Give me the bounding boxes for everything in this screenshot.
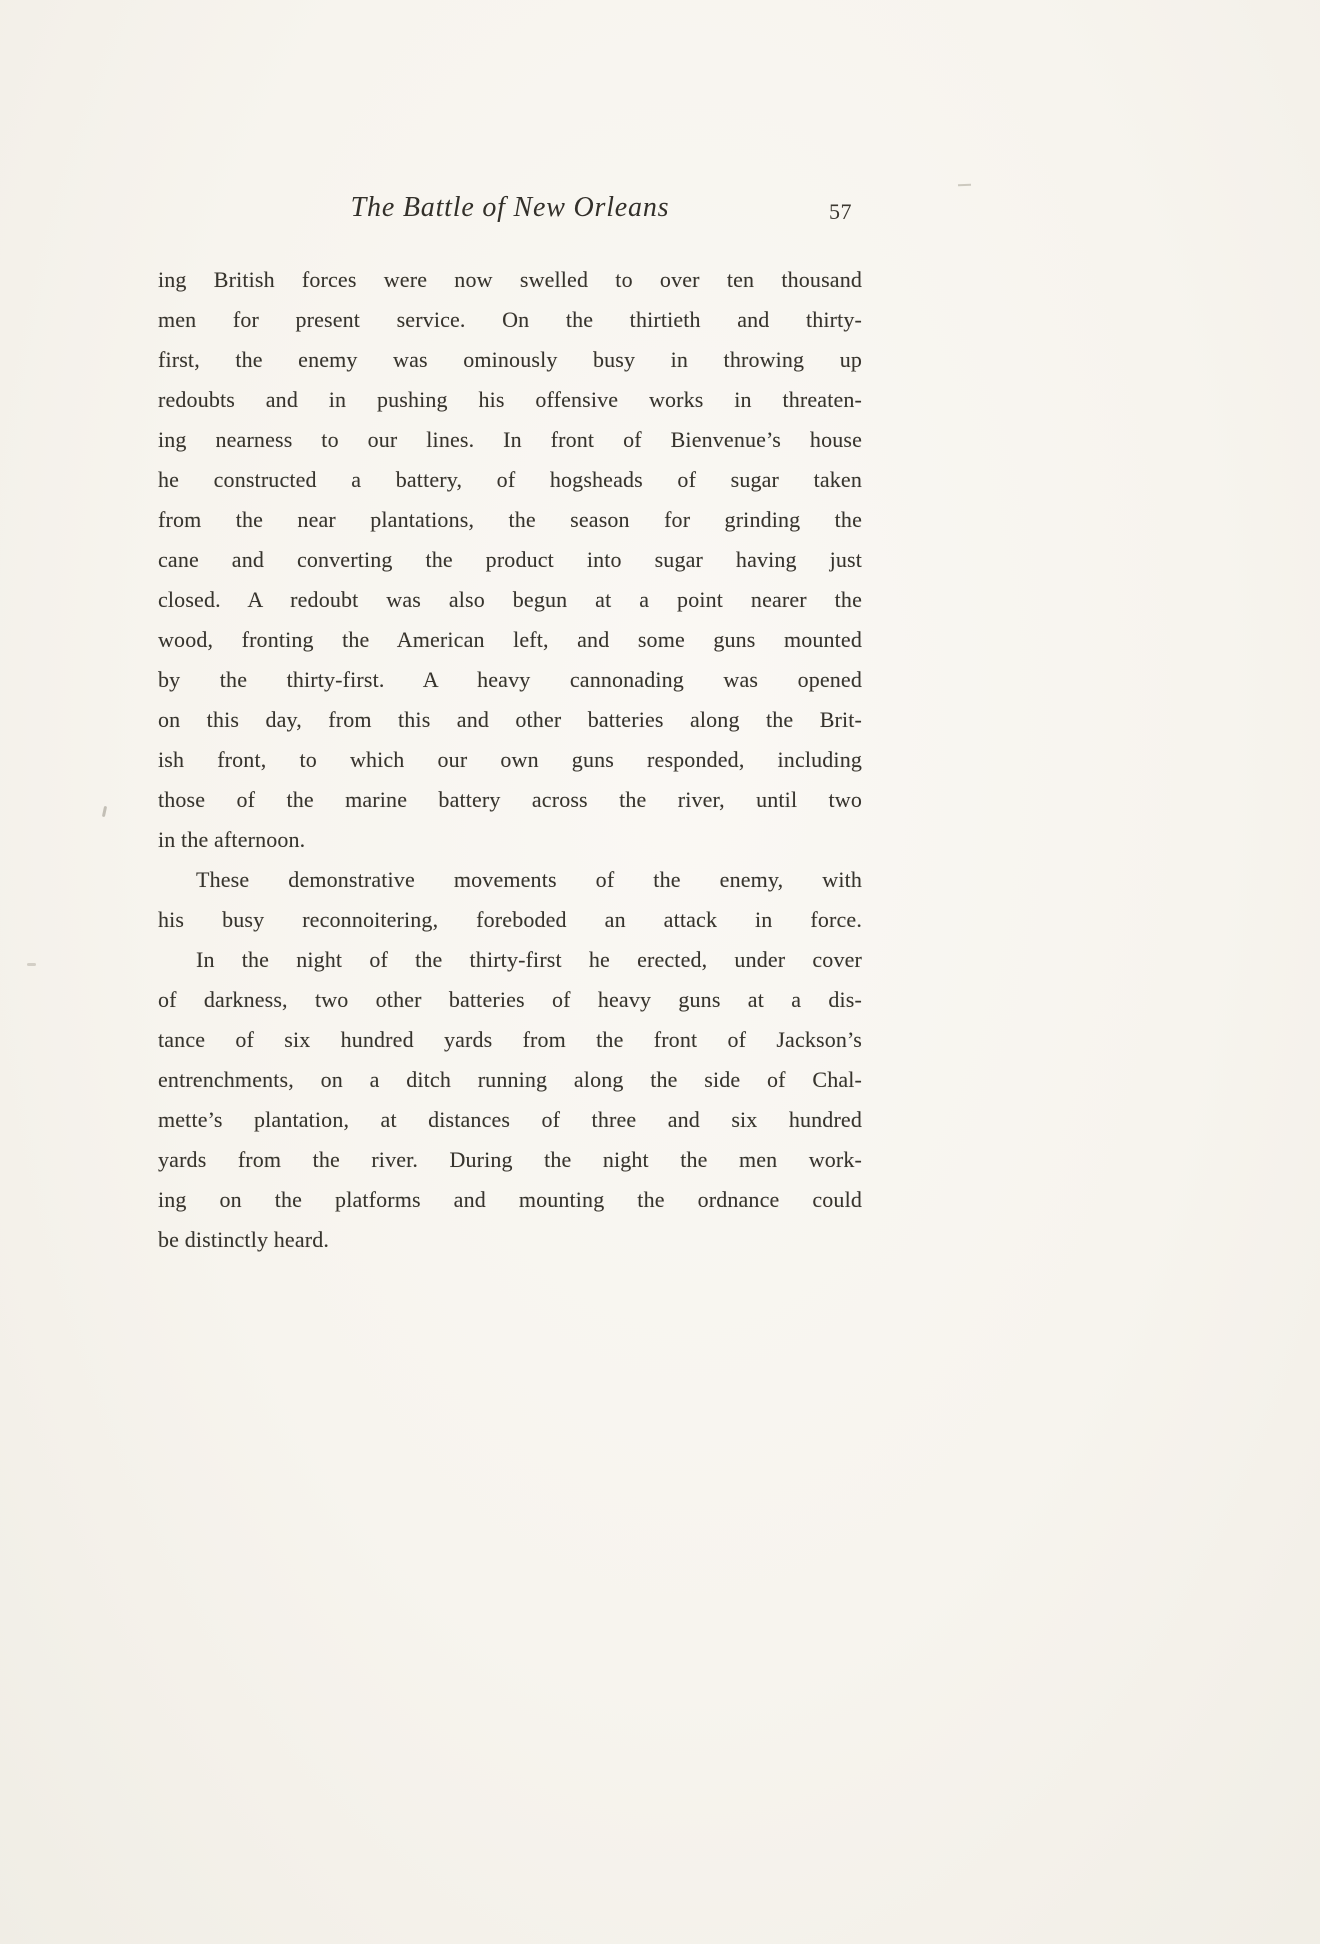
text-line: These demonstrative movements of the enemy, with [196,867,862,892]
text-line: men for present service. On the thirtieth and thirty- [158,307,862,332]
text-line: yards from the river. During the night the men work- [158,1147,862,1172]
text-line: cane and converting the product into sugar having just [158,547,862,572]
page-number: 57 [829,199,852,224]
text-line: wood, fronting the American left, and some guns mounted [158,627,862,652]
text-block [158,192,862,1260]
text-line: on this day, from this and other batteries along the Brit- [158,707,862,732]
page-title: The Battle of New Orleans [350,192,670,223]
text-line: be distinctly heard. [158,1227,330,1252]
paragraph [158,860,862,940]
text-line: ish front, to which our own guns responded, including [158,747,862,772]
text-line: by the thirty-first. A heavy cannonading was opened [158,667,862,692]
text-line: mette’s plantation, at distances of three and six hundred [158,1107,862,1132]
page-body [158,260,862,1260]
scan-artifact-dot [27,963,36,966]
text-line: from the near plantations, the season for grinding the [158,507,862,532]
text-line: ing British forces were now swelled to over ten thousand [158,267,862,292]
scan-artifact-mark [102,806,107,817]
text-line: of darkness, two other batteries of heavy guns at a dis- [158,987,862,1012]
scan-artifact-dash [958,184,971,186]
text-line: redoubts and in pushing his offensive works in threaten- [158,387,862,412]
text-line: he constructed a battery, of hogsheads of sugar taken [158,467,862,492]
text-line: entrenchments, on a ditch running along the side of Chal- [158,1067,862,1092]
paragraph [158,940,862,1260]
text-line: In the night of the thirty-first he erected, under cover [196,947,862,972]
running-header [158,192,862,234]
text-line: closed. A redoubt was also begun at a point nearer the [158,587,862,612]
text-line: first, the enemy was ominously busy in throwing up [158,347,862,372]
text-line: ing on the platforms and mounting the ordnance could [158,1187,862,1212]
text-line: those of the marine battery across the river, until two [158,787,862,812]
paragraph [158,260,862,860]
text-line: in the afternoon. [158,827,306,852]
text-line: tance of six hundred yards from the front of Jackson’s [158,1027,862,1052]
text-line: his busy reconnoitering, foreboded an attack in force. [158,907,862,932]
text-line: ing nearness to our lines. In front of Bienvenue’s house [158,427,862,452]
